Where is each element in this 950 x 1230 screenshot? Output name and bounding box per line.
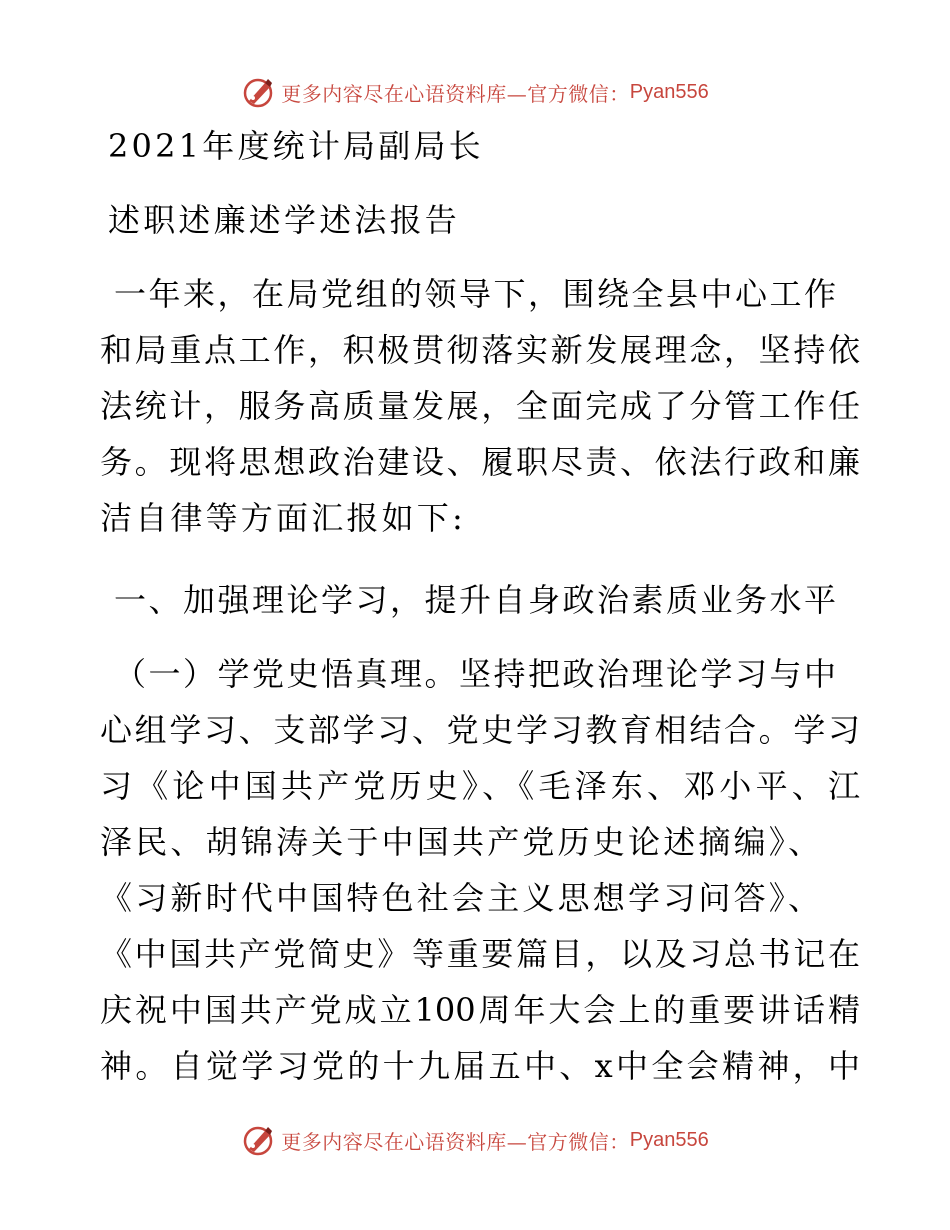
- watermark-banner-bottom: [0, 1118, 950, 1162]
- paragraph-line: 一年来，在局党组的领导下，围绕全县中心工作: [114, 275, 836, 313]
- paragraph-line: 心组学习、支部学习、党史学习教育相结合。学习: [100, 711, 860, 749]
- paragraph-line: 法统计，服务高质量发展，全面完成了分管工作任: [100, 387, 860, 425]
- watermark-text: 更多内容尽在心语资料库—官方微信：: [281, 81, 630, 106]
- watermark-text: 更多内容尽在心语资料库—官方微信：: [281, 1129, 630, 1154]
- paragraph-line: 和局重点工作，积极贯彻落实新发展理念，坚持依: [100, 331, 860, 369]
- paragraph-line: 习《论中国共产党历史》、《毛泽东、邓小平、江: [100, 767, 860, 805]
- paragraph-line: 庆祝中国共产党成立100周年大会上的重要讲话精: [100, 991, 860, 1029]
- title-line-2: 述职述廉述学述法报告: [108, 201, 461, 239]
- paragraph-line: 洁自律等方面汇报如下:: [100, 499, 466, 537]
- paragraph-line: 务。现将思想政治建设、履职尽责、依法行政和廉: [100, 443, 860, 481]
- watermark-id: Pyan556: [629, 1128, 709, 1151]
- watermark-banner-top: [0, 70, 950, 114]
- paragraph-line: 《习新时代中国特色社会主义思想学习问答》、: [100, 879, 820, 917]
- paragraph-line: （一）学党史悟真理。坚持把政治理论学习与中: [114, 655, 836, 693]
- section-heading: 一、加强理论学习，提升自身政治素质业务水平: [114, 581, 836, 619]
- title-line-1: 2021年度统计局副局长: [108, 127, 484, 165]
- watermark-id: Pyan556: [629, 80, 709, 103]
- pen-logo-icon: [241, 74, 277, 110]
- paragraph-line: 神。自觉学习党的十九届五中、x中全会精神，中: [100, 1047, 860, 1085]
- paragraph-line: 《中国共产党简史》等重要篇目，以及习总书记在: [100, 935, 860, 973]
- paragraph-line: 泽民、胡锦涛关于中国共产党历史论述摘编》、: [100, 823, 820, 861]
- pen-logo-icon: [241, 1122, 277, 1158]
